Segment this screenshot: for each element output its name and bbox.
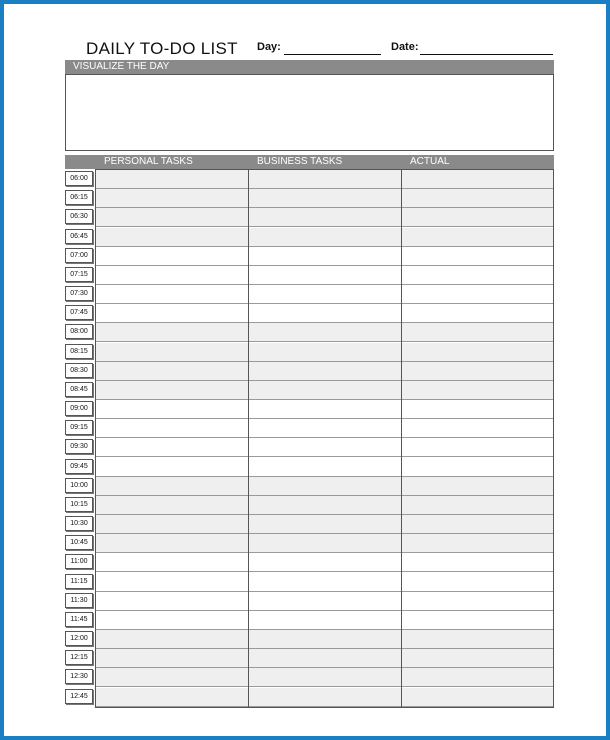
table-row[interactable]	[96, 266, 553, 285]
time-label: 09:00	[65, 401, 93, 416]
time-label: 06:00	[65, 171, 93, 186]
time-label: 08:45	[65, 382, 93, 397]
time-label: 10:45	[65, 535, 93, 550]
table-row[interactable]	[96, 304, 553, 323]
day-field[interactable]	[284, 54, 381, 55]
column-header-actual: ACTUAL	[410, 156, 450, 167]
table-row[interactable]	[96, 611, 553, 630]
visualize-box[interactable]	[65, 74, 554, 151]
table-row[interactable]	[96, 323, 553, 342]
time-label: 06:45	[65, 229, 93, 244]
time-label: 07:15	[65, 267, 93, 282]
time-label: 06:15	[65, 190, 93, 205]
time-label: 12:45	[65, 689, 93, 704]
column-divider	[248, 170, 249, 707]
page-title: DAILY TO-DO LIST	[86, 39, 238, 58]
table-row[interactable]	[96, 208, 553, 227]
time-label: 08:15	[65, 344, 93, 359]
time-label: 11:15	[65, 574, 93, 589]
date-label: Date:	[391, 41, 419, 53]
time-label: 08:00	[65, 324, 93, 339]
time-label: 12:00	[65, 631, 93, 646]
time-label: 09:15	[65, 420, 93, 435]
table-row[interactable]	[96, 649, 553, 668]
time-label: 07:00	[65, 248, 93, 263]
table-row[interactable]	[96, 496, 553, 515]
time-label: 11:00	[65, 554, 93, 569]
time-label: 10:30	[65, 516, 93, 531]
time-label: 07:30	[65, 286, 93, 301]
time-label: 09:45	[65, 459, 93, 474]
table-row[interactable]	[96, 668, 553, 687]
time-label: 12:30	[65, 669, 93, 684]
table-row[interactable]	[96, 285, 553, 304]
table-row[interactable]	[96, 515, 553, 534]
table-row[interactable]	[96, 189, 553, 208]
column-divider	[401, 170, 402, 707]
table-row[interactable]	[96, 553, 553, 572]
time-label: 06:30	[65, 209, 93, 224]
table-row[interactable]	[96, 170, 553, 189]
table-row[interactable]	[96, 228, 553, 247]
table-row[interactable]	[96, 630, 553, 649]
table-row[interactable]	[96, 592, 553, 611]
date-field[interactable]	[420, 54, 553, 55]
task-grid	[95, 169, 554, 708]
day-label: Day:	[257, 41, 281, 53]
time-label: 11:45	[65, 612, 93, 627]
time-label: 09:30	[65, 439, 93, 454]
time-label: 12:15	[65, 650, 93, 665]
column-header-business: BUSINESS TASKS	[257, 156, 343, 167]
column-header-personal: PERSONAL TASKS	[104, 156, 193, 167]
table-row[interactable]	[96, 400, 553, 419]
table-row[interactable]	[96, 343, 553, 362]
table-row[interactable]	[96, 381, 553, 400]
table-row[interactable]	[96, 438, 553, 457]
table-row[interactable]	[96, 362, 553, 381]
time-label: 07:45	[65, 305, 93, 320]
table-row[interactable]	[96, 419, 553, 438]
table-header	[65, 155, 554, 169]
time-label: 10:00	[65, 478, 93, 493]
time-label: 10:15	[65, 497, 93, 512]
table-row[interactable]	[96, 534, 553, 553]
table-row[interactable]	[96, 458, 553, 477]
time-label: 08:30	[65, 363, 93, 378]
table-row[interactable]	[96, 573, 553, 592]
time-label: 11:30	[65, 593, 93, 608]
table-row[interactable]	[96, 477, 553, 496]
visualize-header: VISUALIZE THE DAY	[65, 60, 554, 74]
table-row[interactable]	[96, 688, 553, 707]
table-row[interactable]	[96, 247, 553, 266]
